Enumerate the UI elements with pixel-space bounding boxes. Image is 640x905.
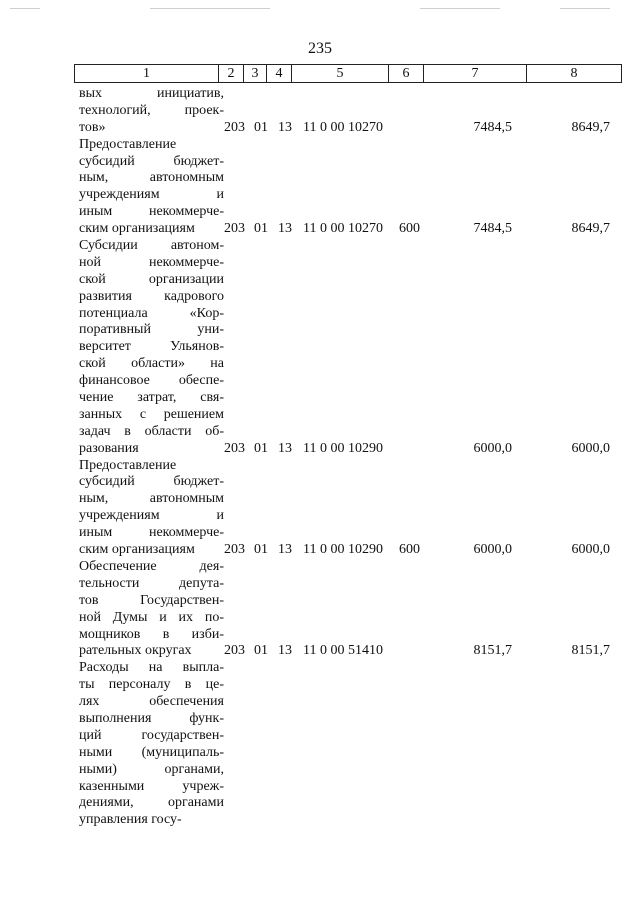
cell-col-2: 203 <box>224 221 245 237</box>
cell-col-3: 01 <box>254 542 268 558</box>
column-header: 6 <box>389 65 424 83</box>
cell-col-8: 6000,0 <box>571 542 610 558</box>
description-line: дениями, органами <box>79 795 224 811</box>
description-line: Предоставление <box>79 457 177 473</box>
description-line: ским организациям <box>79 542 195 558</box>
description-line: тов» <box>79 119 106 135</box>
description-line: иным некоммерче- <box>79 525 224 541</box>
description-line: ской области» на <box>79 356 224 372</box>
cell-col-3: 01 <box>254 221 268 237</box>
description-line: тов Государствен- <box>79 592 224 608</box>
description-line: учреждениям и <box>79 187 224 203</box>
table-body <box>0 86 640 829</box>
cell-col-4: 13 <box>278 221 292 237</box>
cell-col-2: 203 <box>224 119 245 135</box>
description-line: мощников в изби- <box>79 626 224 642</box>
cell-col-8: 6000,0 <box>571 440 610 456</box>
table-row <box>0 559 640 660</box>
table-row <box>0 86 640 137</box>
description-line: потенциала «Кор- <box>79 305 224 321</box>
description-line: ным, автономным <box>79 170 224 186</box>
column-header: 2 <box>219 65 244 83</box>
description-line: разования <box>79 440 139 456</box>
cell-col-4: 13 <box>278 440 292 456</box>
description-line: ской организации <box>79 271 224 287</box>
description-line: верситет Ульянов- <box>79 339 224 355</box>
description-line: чение затрат, свя- <box>79 390 224 406</box>
column-header: 8 <box>527 65 622 83</box>
cell-col-4: 13 <box>278 643 292 659</box>
description-line: финансовое обеспе- <box>79 373 224 389</box>
scan-artifact <box>420 8 500 9</box>
description-line: ным, автономным <box>79 491 224 507</box>
cell-col-5: 11 0 00 51410 <box>303 643 383 659</box>
row-description <box>79 458 224 559</box>
row-description <box>79 137 224 238</box>
cell-col-8: 8649,7 <box>571 221 610 237</box>
cell-col-5: 11 0 00 10290 <box>303 440 383 456</box>
table-row <box>0 238 640 458</box>
description-line: Субсидии автоном- <box>79 238 224 254</box>
description-line: Предоставление <box>79 136 177 152</box>
cell-col-3: 01 <box>254 643 268 659</box>
scan-artifact <box>10 8 40 9</box>
description-line: ными) органами, <box>79 761 224 777</box>
description-line: выполнения функ- <box>79 710 224 726</box>
scan-artifact <box>150 8 270 9</box>
cell-col-8: 8151,7 <box>571 643 610 659</box>
cell-col-5: 11 0 00 10290 <box>303 542 383 558</box>
column-header: 1 <box>75 65 219 83</box>
description-line: вых инициатив, <box>79 86 224 101</box>
cell-col-2: 203 <box>224 440 245 456</box>
description-line: ций государствен- <box>79 727 224 743</box>
cell-col-3: 01 <box>254 440 268 456</box>
description-line: управления госу- <box>79 812 182 828</box>
description-line: задач в области об- <box>79 423 224 439</box>
row-description <box>79 559 224 660</box>
cell-col-2: 203 <box>224 542 245 558</box>
cell-col-7: 7484,5 <box>473 221 512 237</box>
description-line: рательных округах <box>79 643 192 659</box>
table-row <box>0 660 640 829</box>
cell-col-7: 7484,5 <box>473 119 512 135</box>
description-line: ными (муниципаль- <box>79 744 224 760</box>
description-line: Расходы на выпла- <box>79 660 224 676</box>
cell-col-8: 8649,7 <box>571 119 610 135</box>
row-description <box>79 238 224 458</box>
column-header-row <box>75 65 622 83</box>
description-line: занных с решением <box>79 406 224 422</box>
description-line: Обеспечение дея- <box>79 558 224 574</box>
description-line: ной Думы и их по- <box>79 609 224 625</box>
description-line: тельности депута- <box>79 575 224 591</box>
description-line: субсидий бюджет- <box>79 474 224 490</box>
cell-col-4: 13 <box>278 119 292 135</box>
row-description <box>79 660 224 829</box>
description-line: учреждениям и <box>79 508 224 524</box>
scan-artifact <box>560 8 610 9</box>
cell-col-5: 11 0 00 10270 <box>303 119 383 135</box>
description-line: ским организациям <box>79 221 195 237</box>
cell-col-6: 600 <box>399 221 420 237</box>
description-line: ты персоналу в це- <box>79 677 224 693</box>
description-line: иным некоммерче- <box>79 204 224 220</box>
cell-col-4: 13 <box>278 542 292 558</box>
table-row <box>0 137 640 238</box>
description-line: ной некоммерче- <box>79 254 224 270</box>
cell-col-7: 6000,0 <box>473 542 512 558</box>
cell-col-5: 11 0 00 10270 <box>303 221 383 237</box>
description-line: лях обеспечения <box>79 694 224 710</box>
column-header-table <box>74 64 622 83</box>
table-row <box>0 458 640 559</box>
cell-col-6: 600 <box>399 542 420 558</box>
column-header: 7 <box>424 65 527 83</box>
description-line: субсидий бюджет- <box>79 153 224 169</box>
cell-col-3: 01 <box>254 119 268 135</box>
cell-col-2: 203 <box>224 643 245 659</box>
column-header: 5 <box>292 65 389 83</box>
description-line: развития кадрового <box>79 288 224 304</box>
column-header: 3 <box>244 65 267 83</box>
row-description <box>79 86 224 137</box>
column-header: 4 <box>267 65 292 83</box>
description-line: поративный уни- <box>79 322 224 338</box>
description-line: технологий, проек- <box>79 102 224 118</box>
cell-col-7: 6000,0 <box>473 440 512 456</box>
cell-col-7: 8151,7 <box>473 643 512 659</box>
page-number: 235 <box>308 40 332 57</box>
description-line: казенными учреж- <box>79 778 224 794</box>
